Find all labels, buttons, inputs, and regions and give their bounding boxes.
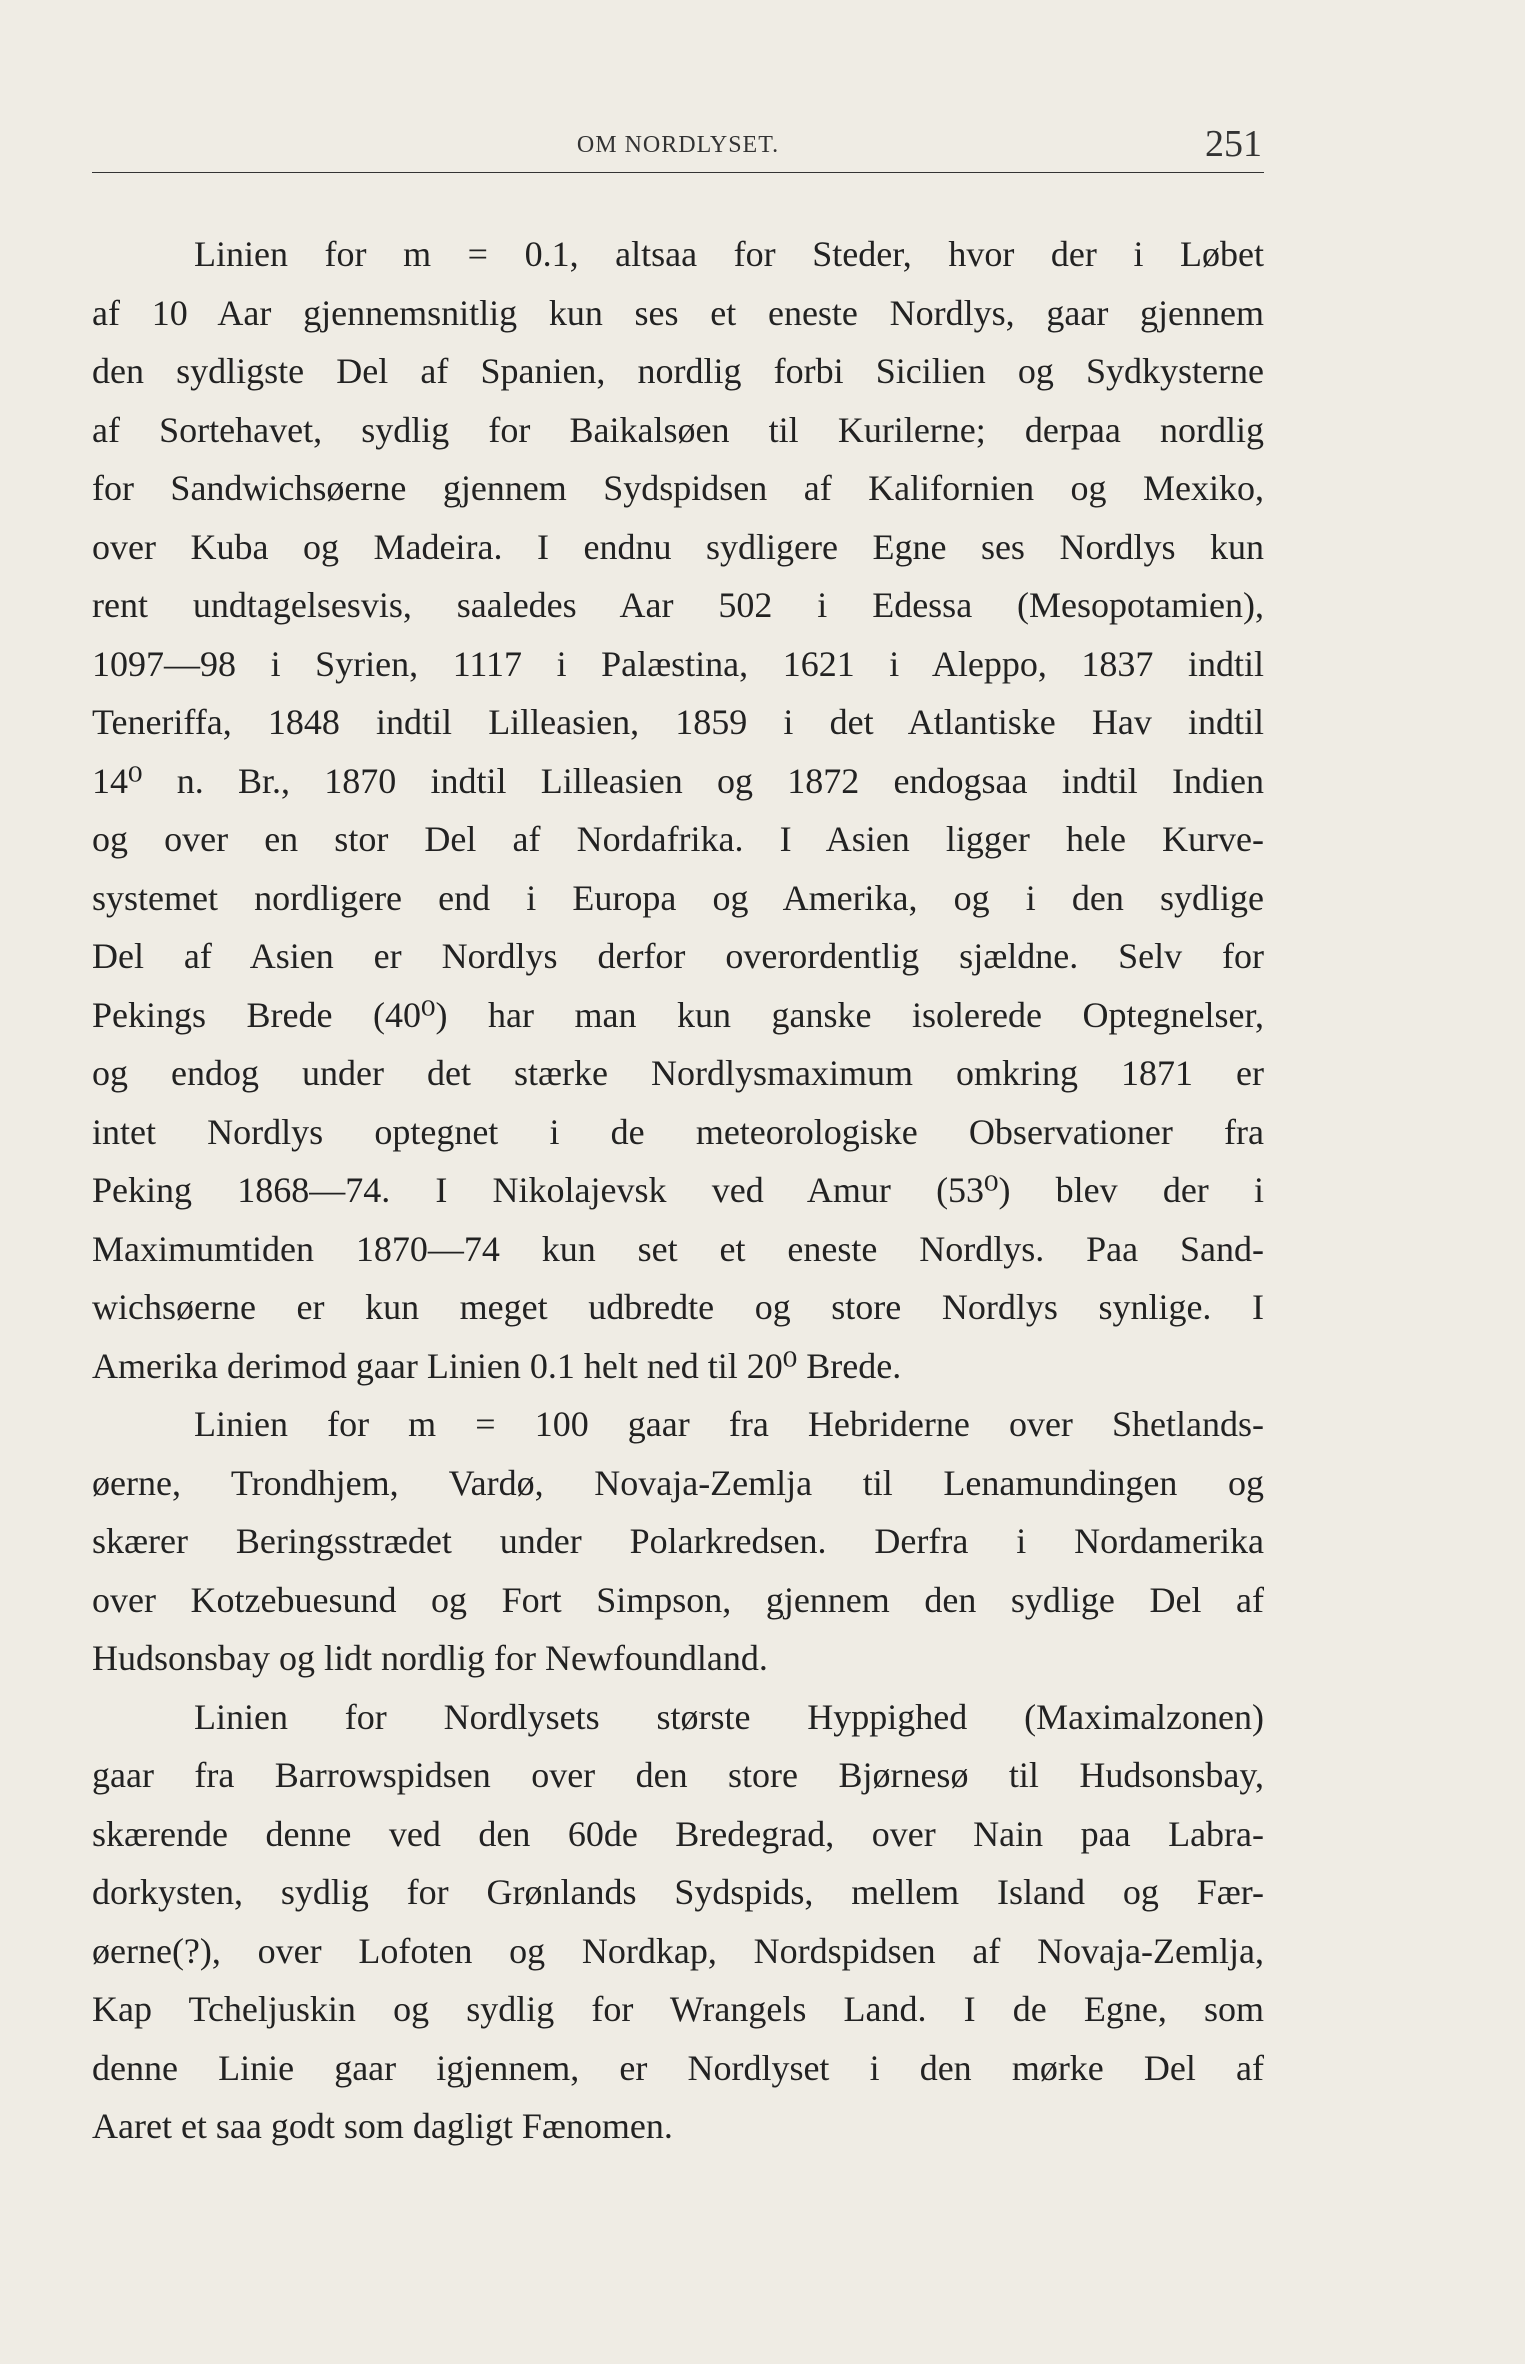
running-head: OM NORDLYSET. (576, 132, 780, 158)
text-line: Linien for m = 0.1, altsaa for Steder, hvor der i Løbet (194, 234, 1264, 274)
paragraph-3 (92, 1688, 1264, 2156)
paragraph-1 (92, 225, 1264, 1395)
text-line: Pekings Brede (40⁰) har man kun ganske isolerede Optegnelser, (92, 994, 1264, 1035)
text-line: og over en stor Del af Nordafrika. I Asien ligger hele Kurve- (92, 819, 1264, 859)
text-line: Del af Asien er Nordlys derfor overordentlig sjældne. Selv for (92, 936, 1264, 976)
text-line: rent undtagelsesvis, saaledes Aar 502 i Edessa (Mesopotamien), (92, 585, 1264, 625)
text-line: dorkysten, sydlig for Grønlands Sydspids, mellem Island og Fær- (92, 1872, 1264, 1912)
text-line: 1097—98 i Syrien, 1117 i Palæstina, 1621 i Aleppo, 1837 indtil (92, 643, 1264, 684)
text-line: Hudsonsbay og lidt nordlig for Newfoundland. (92, 1638, 768, 1678)
page-header (92, 120, 1264, 173)
text-line: af Sortehavet, sydlig for Baikalsøen til Kurilerne; derpaa nordlig (92, 409, 1264, 450)
text-line: Maximumtiden 1870—74 kun set et eneste Nordlys. Paa Sand- (92, 1228, 1264, 1269)
text-line: Linien for Nordlysets største Hyppighed (Maximalzonen) (194, 1696, 1264, 1737)
text-line: Amerika derimod gaar Linien 0.1 helt ned til 20⁰ Brede. (92, 1345, 902, 1386)
text-line: Linien for m = 100 gaar fra Hebriderne over Shetlands- (194, 1404, 1264, 1444)
text-line: over Kotzebuesund og Fort Simpson, gjennem den sydlige Del af (92, 1579, 1264, 1620)
text-line: Teneriffa, 1848 indtil Lilleasien, 1859 i det Atlantiske Hav indtil (92, 702, 1264, 742)
text-line: skærer Beringsstrædet under Polarkredsen. Derfra i Nordamerika (92, 1521, 1264, 1561)
text-line: systemet nordligere end i Europa og Amerika, og i den sydlige (92, 877, 1264, 918)
text-line: øerne, Trondhjem, Vardø, Novaja-Zemlja til Lenamundingen og (92, 1462, 1264, 1503)
text-line: over Kuba og Madeira. I endnu sydligere Egne ses Nordlys kun (92, 526, 1264, 567)
paragraph-2 (92, 1395, 1264, 1688)
body-text (92, 225, 1264, 2156)
text-line: Peking 1868—74. I Nikolajevsk ved Amur (53⁰) blev der i (92, 1170, 1264, 1210)
text-line: og endog under det stærke Nordlysmaximum omkring 1871 er (92, 1053, 1264, 1093)
text-line: af 10 Aar gjennemsnitlig kun ses et eneste Nordlys, gaar gjennem (92, 292, 1264, 333)
page-number: 251 (1205, 123, 1262, 165)
text-line: for Sandwichsøerne gjennem Sydspidsen af Kalifornien og Mexiko, (92, 468, 1264, 508)
text-line: denne Linie gaar igjennem, er Nordlyset i den mørke Del af (92, 2047, 1264, 2088)
text-line: intet Nordlys optegnet i de meteorologiske Observationer fra (92, 1111, 1264, 1152)
text-line: den sydligste Del af Spanien, nordlig forbi Sicilien og Sydkysterne (92, 351, 1264, 391)
text-line: skærende denne ved den 60de Bredegrad, over Nain paa Labra- (92, 1813, 1264, 1854)
text-line: Aaret et saa godt som dagligt Fænomen. (92, 2106, 673, 2146)
text-line: gaar fra Barrowspidsen over den store Bjørnesø til Hudsonsbay, (92, 1755, 1264, 1795)
text-line: wichsøerne er kun meget udbredte og store Nordlys synlige. I (92, 1287, 1264, 1327)
text-line: øerne(?), over Lofoten og Nordkap, Nordspidsen af Novaja-Zemlja, (92, 1930, 1264, 1971)
text-line: Kap Tcheljuskin og sydlig for Wrangels Land. I de Egne, som (92, 1989, 1264, 2029)
text-line: 14⁰ n. Br., 1870 indtil Lilleasien og 1872 endogsaa indtil Indien (92, 760, 1264, 801)
book-page (92, 120, 1264, 2300)
